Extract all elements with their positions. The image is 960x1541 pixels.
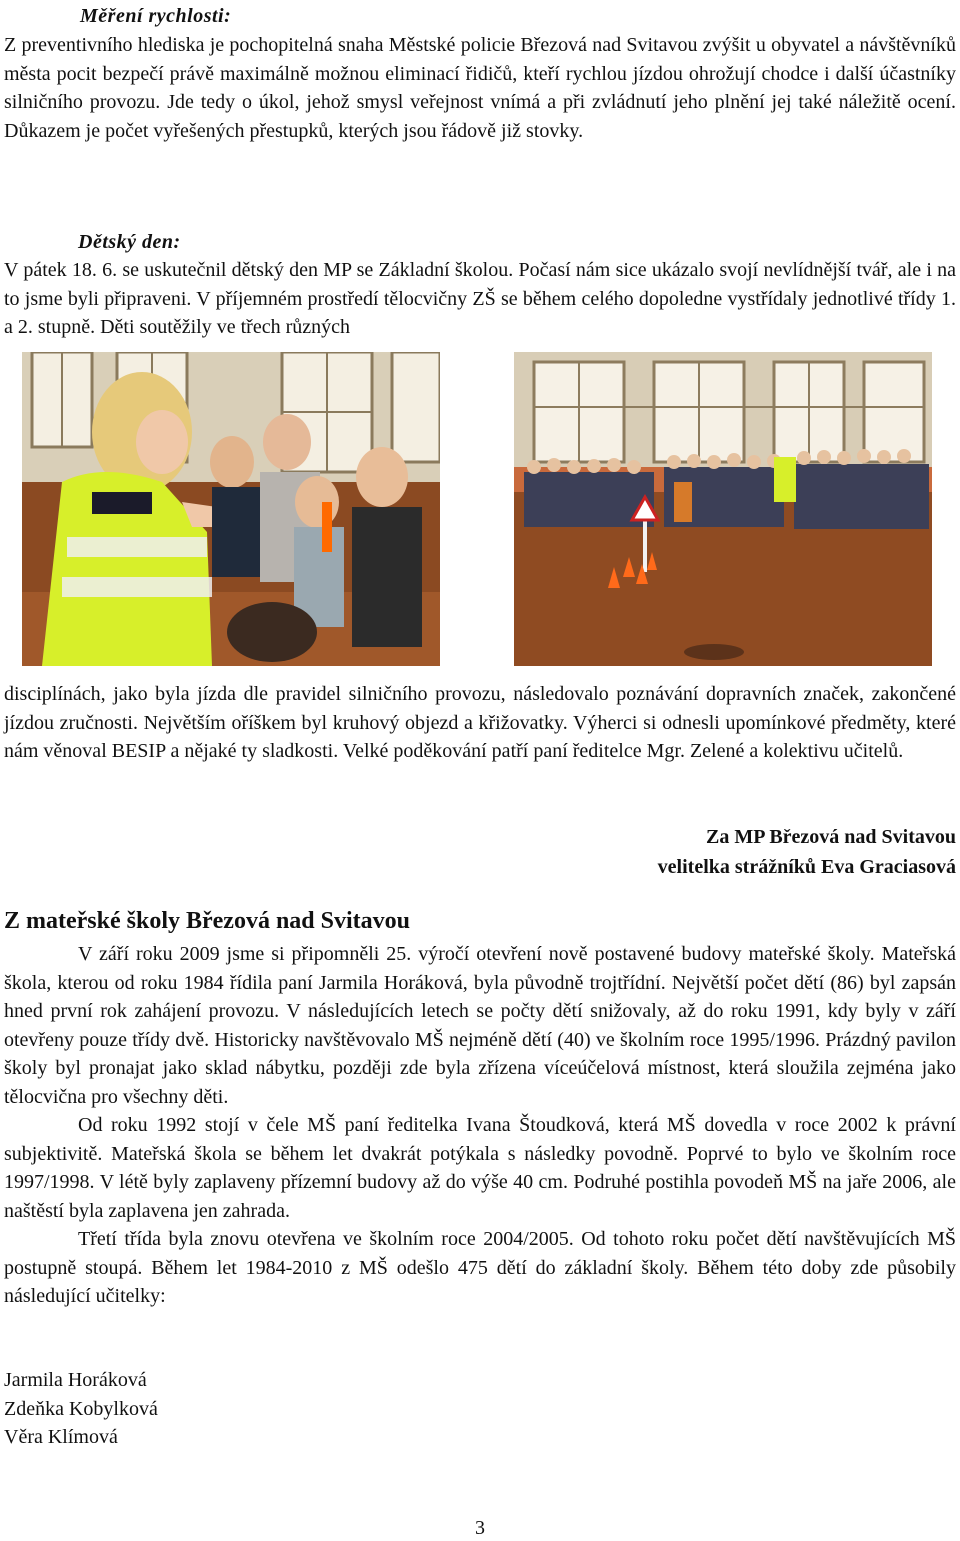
- photo-row: [22, 352, 952, 666]
- paragraph-detsky-den-after: [4, 680, 956, 766]
- paragraph-text: Třetí třída byla znovu otevřena ve školním roce 2004/2005. Od tohoto roku počet dětí navštěvujících MŠ postupně stoupá. Během let 1984-2010 z MŠ odešlo 475 dětí do základní školy. Během této doby zde působily následující učitelky:: [4, 1228, 956, 1307]
- signature-block: [658, 822, 956, 882]
- section-heading-mereni: Měření rychlosti:: [80, 5, 232, 27]
- paragraph-text: Od roku 1992 stojí v čele MŠ paní ředitelka Ivana Štoudková, která MŠ dovedla v roce 2002 k právní subjektivitě. Mateřská škola se během let dvakrát potýkala s následky povodně. Poprvé to bylo ve školním roce 1997/1998. V létě byly zaplaveny přízemní budovy až do výše 40 cm. Podruhé postihla povodeň MŠ na jaře 2006, ale naštěstí byla zaplavena jen zahrada.: [4, 1114, 956, 1222]
- signature-line-2: velitelka strážníků Eva Graciasová: [657, 856, 956, 878]
- section-heading-detsky-den: Dětský den:: [78, 231, 181, 253]
- teacher-name: Jarmila Horáková: [4, 1369, 147, 1391]
- paragraph-text: V září roku 2009 jsme si připomněli 25. výročí otevření nově postavené budovy mateřské školy. Mateřská škola, kterou od roku 1984 řídila paní Jarmila Horáková, byla původně trojtřídní. Největší počet dětí (86) byl zapsán hned první rok zahájení provozu. V následujících letech se počty dětí snižovaly, až do roku 1991, kdy byly v září otevřeny pouze třídy dvě. Historicky navštěvovalo MŠ nejméně dětí (40) ve školním roce 1995/1996. Prázdný pavilon školy byl pronajat jako sklad nábytku, později zde byla zřízena víceúčelová místnost, která sloužila zejména jako tělocvična pro všechny děti.: [4, 943, 956, 1108]
- paragraph-text: Z preventivního hlediska je pochopitelná snaha Městské policie Březová nad Svitavou zvýšit u obyvatel a návštěvníků města pocit bezpečí právě maximálně možnou eliminací řidičů, kteří rychlou jízdou ohrožují chodce i další účastníky silničního provozu. Jde tedy o úkol, jehož smysl veřejnost vnímá a při zvládnutí jeho plnění jej také náležitě ocení. Důkazem je počet vyřešených přestupků, kterých jsou řádově již stovky.: [4, 34, 956, 142]
- teacher-name: Zdeňka Kobylková: [4, 1397, 158, 1420]
- teacher-list: [4, 1366, 158, 1452]
- signature-line-1: Za MP Březová nad Svitavou: [705, 826, 956, 848]
- photo-gym-children-line: [514, 352, 932, 666]
- article-body-materska-skola: [4, 940, 956, 1311]
- page-number: 3: [475, 1517, 485, 1539]
- paragraph-detsky-den-before: [4, 256, 956, 342]
- paragraph-text: disciplínách, jako byla jízda dle pravidel silničního provozu, následovalo poznávání dopravních značek, zakončené jízdou zručnosti. Největším oříškem byl kruhový objezd a křižovatky. Výherci si odnesli upomínkové předměty, které nám věnoval BESIP a nějaké ty sladkosti. Velké poděkování patří paní ředitelce Mgr. Zelené a kolektivu učitelů.: [4, 683, 956, 762]
- paragraph-mereni: [4, 31, 956, 145]
- teacher-name: Věra Klímová: [4, 1426, 118, 1448]
- photo-officer-with-children: [22, 352, 440, 666]
- article-heading-materska-skola: Z mateřské školy Březová nad Svitavou: [4, 908, 411, 934]
- paragraph-text: V pátek 18. 6. se uskutečnil dětský den MP se Základní školou. Počasí nám sice ukázalo svojí nevlídnější tvář, ale i na to jsme byli připraveni. V příjemném prostředí tělocvičny ZŠ se během celého dopoledne vystřídaly jednotlivé třídy 1. a 2. stupně. Děti soutěžily ve třech různých: [4, 259, 956, 338]
